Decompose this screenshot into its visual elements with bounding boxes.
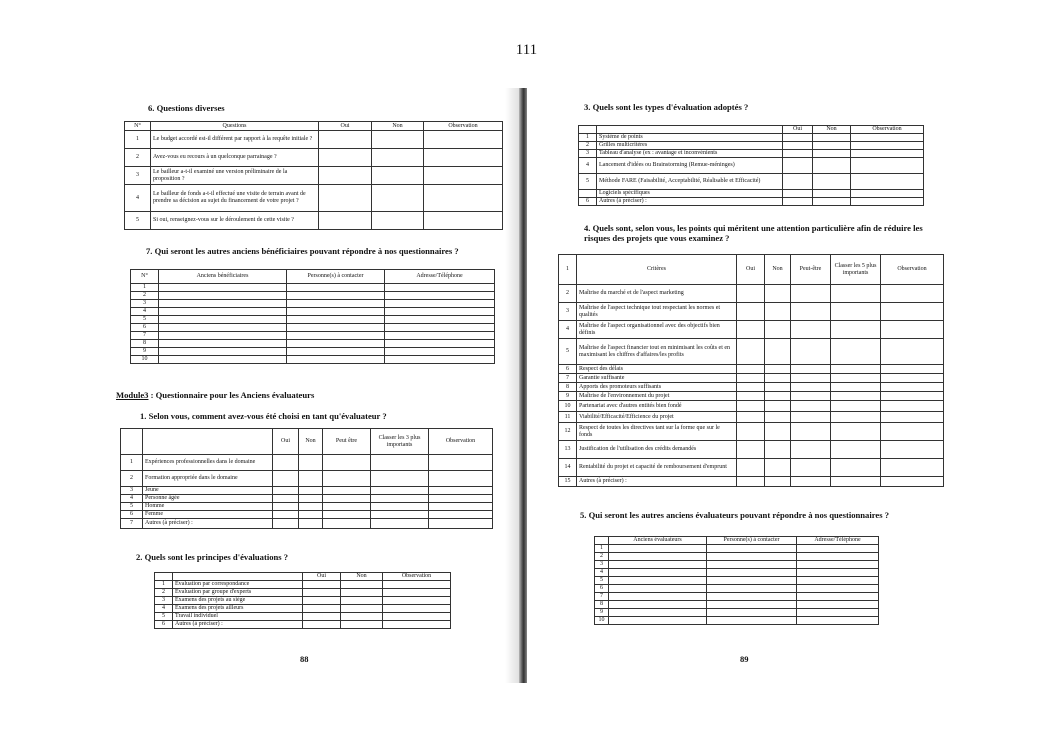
row-number: 5	[125, 212, 151, 230]
row-number: 7	[121, 519, 143, 529]
criterion-text: Homme	[143, 503, 273, 511]
row-number: 8	[559, 383, 577, 392]
row-number: 4	[131, 308, 159, 316]
q3-heading: 3. Quels sont les types d'évaluation adoptés ?	[584, 102, 749, 112]
col-header	[155, 573, 173, 581]
col-header: Personne(s) à contacter	[707, 537, 797, 545]
row-number: 4	[579, 158, 597, 174]
col-header: Non	[813, 126, 851, 134]
col-header	[597, 126, 783, 134]
col-header: Adresse/Téléphone	[797, 537, 879, 545]
criterion-text: Respect des délais	[577, 365, 737, 374]
criterion-text: Maîtrise de l'aspect organisationnel avec des objectifs bien définis	[577, 321, 737, 339]
criterion-text: Méthode FARE (Faisabilité, Acceptabilité, Réalisable et Efficacité)	[597, 174, 783, 190]
row-number: 2	[155, 589, 173, 597]
question-text: Le budget accordé est-il différent par rapport à la requête initiale ?	[151, 131, 319, 149]
criterion-text: Travail individuel	[173, 613, 303, 621]
row-number: 4	[121, 495, 143, 503]
row-number: 5	[595, 577, 609, 585]
criterion-text: Femme	[143, 511, 273, 519]
criterion-text: Formation appropriée dans le domaine	[143, 471, 273, 487]
module-title: : Questionnaire pour les Anciens évaluateurs	[148, 390, 315, 400]
criterion-text: Partenariat avec d'autres entités bien fondé	[577, 401, 737, 412]
row-number: 2	[595, 553, 609, 561]
col-header: Oui	[303, 573, 341, 581]
row-number: 4	[559, 321, 577, 339]
question-text: Avez-vous eu recours à un quelconque parrainage ?	[151, 149, 319, 167]
row-number: 5	[559, 339, 577, 365]
row-number: 3	[121, 487, 143, 495]
left-page-number: 88	[300, 654, 309, 664]
col-header: Personne(s) à contacter	[287, 270, 385, 284]
row-number: 6	[155, 621, 173, 629]
row-number: 6	[131, 324, 159, 332]
row-number: 10	[595, 617, 609, 625]
row-number: 6	[579, 198, 597, 206]
row-number: 2	[125, 149, 151, 167]
row-number: 2	[559, 285, 577, 303]
question-text: Le bailleur de fonds a-t-il effectué une visite de terrain avant de prendre sa décision au sujet du financement de votre projet ?	[151, 185, 319, 212]
criterion-text: Evaluation par correspondance	[173, 581, 303, 589]
criterion-text: Système de points	[597, 134, 783, 142]
criterion-text: Justification de l'utilisation des crédits demandés	[577, 441, 737, 459]
row-number: 8	[131, 340, 159, 348]
row-number: 5	[131, 316, 159, 324]
col-header: Observation	[851, 126, 924, 134]
q4-table	[558, 254, 944, 487]
section7-heading: 7. Qui seront les autres anciens bénéficiaires pouvant répondre à nos questionnaires ?	[146, 246, 459, 256]
col-header	[173, 573, 303, 581]
q2-heading: 2. Quels sont les principes d'évaluations ?	[136, 552, 289, 562]
col-header: Anciens bénéficiaires	[159, 270, 287, 284]
criterion-text: Maîtrise de l'aspect technique tout respectant les normes et qualités	[577, 303, 737, 321]
col-header: Observation	[429, 429, 493, 455]
col-header	[595, 537, 609, 545]
col-header: Adresse/Téléphone	[385, 270, 495, 284]
row-number: 9	[131, 348, 159, 356]
criterion-text: Maîtrise du marché et de l'aspect marketing	[577, 285, 737, 303]
row-number: 6	[559, 365, 577, 374]
col-header: N°	[131, 270, 159, 284]
row-number: 3	[595, 561, 609, 569]
criterion-text: Examens des projets au siège	[173, 597, 303, 605]
q2-table	[154, 572, 451, 629]
col-header: Oui	[273, 429, 299, 455]
criterion-text: Expériences professionnelles dans le domaine	[143, 455, 273, 471]
q5-heading: 5. Qui seront les autres anciens évaluateurs pouvant répondre à nos questionnaires ?	[580, 510, 890, 520]
row-number: 3	[155, 597, 173, 605]
row-number: 8	[595, 601, 609, 609]
row-number: 5	[121, 503, 143, 511]
q1-heading: 1. Selon vous, comment avez-vous été choisi en tant qu'évaluateur ?	[140, 411, 387, 421]
criterion-text: Autres (à préciser) :	[143, 519, 273, 529]
row-number: 1	[155, 581, 173, 589]
col-header: Anciens évaluateurs	[609, 537, 707, 545]
book-spine	[519, 88, 527, 683]
row-number: 5	[579, 174, 597, 190]
criterion-text: Maîtrise de l'aspect financier tout en minimisant les coûts et en maximisant les chiffres d'affaires/les profits	[577, 339, 737, 365]
col-header: Non	[341, 573, 383, 581]
q3-table	[578, 125, 924, 206]
q1-table	[120, 428, 493, 529]
col-header: Questions	[151, 122, 319, 131]
criterion-text: Viabilité/Efficacité/Efficience du projet	[577, 412, 737, 423]
col-header: Observation	[424, 122, 503, 131]
row-number: 2	[579, 142, 597, 150]
col-header: N°	[125, 122, 151, 131]
row-number: 7	[559, 374, 577, 383]
col-header: Critères	[577, 255, 737, 285]
col-header: Oui	[737, 255, 765, 285]
row-number: 3	[559, 303, 577, 321]
col-header	[143, 429, 273, 455]
col-header: Oui	[319, 122, 372, 131]
col-header: Classer les 5 plus importants	[831, 255, 881, 285]
q5-table	[594, 536, 879, 625]
row-number: 3	[579, 150, 597, 158]
row-number: 9	[559, 392, 577, 401]
criterion-text: Logiciels spécifiques	[597, 190, 783, 198]
criterion-text: Rentabilité du projet et capacité de remboursement d'emprunt	[577, 459, 737, 477]
row-number: 11	[559, 412, 577, 423]
criterion-text: Examens des projets ailleurs	[173, 605, 303, 613]
row-number: 2	[131, 292, 159, 300]
row-number: 1	[121, 455, 143, 471]
row-number: 1	[579, 134, 597, 142]
criterion-text: Maîtrise de l'environnement du projet	[577, 392, 737, 401]
row-number: 7	[595, 593, 609, 601]
criterion-text: Jeune	[143, 487, 273, 495]
row-number: 4	[125, 185, 151, 212]
row-number: 4	[595, 569, 609, 577]
row-number: 13	[559, 441, 577, 459]
row-number	[579, 190, 597, 198]
row-number: 1	[125, 131, 151, 149]
criterion-text: Autres (à préciser) :	[173, 621, 303, 629]
col-header	[579, 126, 597, 134]
row-number: 6	[121, 511, 143, 519]
row-number: 7	[131, 332, 159, 340]
criterion-text: Apports des promoteurs suffisants	[577, 383, 737, 392]
col-header	[121, 429, 143, 455]
right-page-number: 89	[740, 654, 749, 664]
right-page	[548, 88, 943, 683]
col-header: Peut être	[323, 429, 371, 455]
question-text: Si oui, renseignez-vous sur le déroulement de cette visite ?	[151, 212, 319, 230]
criterion-text: Respect de toutes les directives tant sur la forme que sur le fonds	[577, 423, 737, 441]
q4-heading: 4. Quels sont, selon vous, les points qui méritent une attention particulière afin de réduire les risques des projets que vous examinez ?	[584, 223, 923, 243]
criterion-text: Garantie suffisante	[577, 374, 737, 383]
criterion-text: Grilles multicritères	[597, 142, 783, 150]
row-number: 10	[559, 401, 577, 412]
row-number: 3	[131, 300, 159, 308]
col-header: Observation	[881, 255, 944, 285]
col-header: Classer les 3 plus importants	[371, 429, 429, 455]
criterion-text: Tableau d'analyse (ex : avantage et inconvénients	[597, 150, 783, 158]
section6-table	[124, 121, 503, 230]
row-number: 15	[559, 477, 577, 487]
row-number: 14	[559, 459, 577, 477]
criterion-text: Lancement d'idées ou Brainstorming (Remue-méninges)	[597, 158, 783, 174]
row-number: 3	[125, 167, 151, 185]
col-header: Non	[765, 255, 791, 285]
criterion-text: Autres (à préciser) :	[597, 198, 783, 206]
row-number: 1	[131, 284, 159, 292]
question-text: Le bailleur a-t-il examiné une version préliminaire de la proposition ?	[151, 167, 319, 185]
criterion-text: Personne âgée	[143, 495, 273, 503]
sheet-page-number: 111	[515, 42, 538, 58]
criterion-text: Autres (à préciser) :	[577, 477, 737, 487]
row-number: 2	[121, 471, 143, 487]
module-heading	[116, 390, 314, 400]
row-number: 5	[155, 613, 173, 621]
col-header: Non	[299, 429, 323, 455]
col-header: Observation	[383, 573, 451, 581]
col-header: 1	[559, 255, 577, 285]
col-header: Oui	[783, 126, 813, 134]
row-number: 12	[559, 423, 577, 441]
section6-heading: 6. Questions diverses	[148, 103, 225, 113]
left-page	[116, 88, 510, 683]
row-number: 1	[595, 545, 609, 553]
col-header: Non	[372, 122, 424, 131]
col-header: Peut-être	[791, 255, 831, 285]
row-number: 10	[131, 356, 159, 364]
row-number: 9	[595, 609, 609, 617]
row-number: 4	[155, 605, 173, 613]
row-number: 6	[595, 585, 609, 593]
module-prefix: Module3	[116, 390, 149, 400]
section7-table	[130, 269, 495, 364]
criterion-text: Evaluation par groupe d'experts	[173, 589, 303, 597]
